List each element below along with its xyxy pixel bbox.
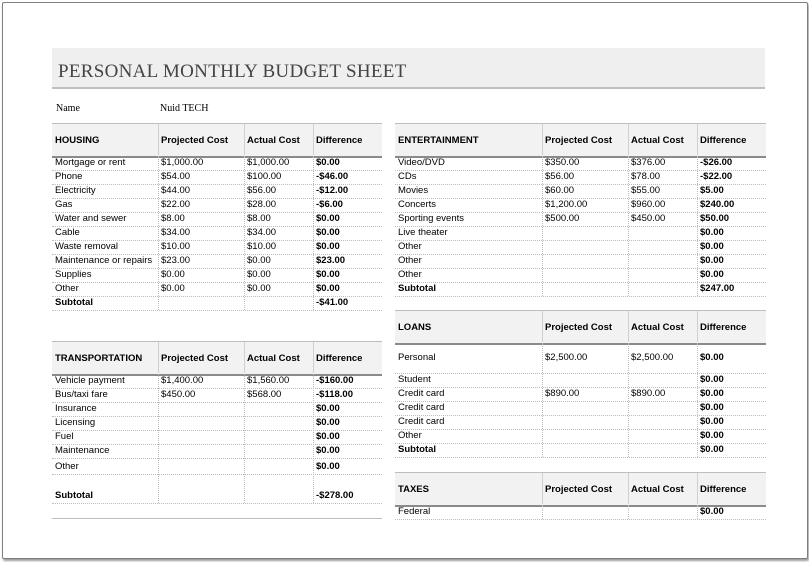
housing-cell-projected[interactable]: $1,000.00 xyxy=(161,157,204,168)
loans-cell-projected[interactable] xyxy=(545,373,627,387)
loans-cell-actual[interactable] xyxy=(631,373,696,387)
transportation-cell-difference: $0.00 xyxy=(316,417,340,428)
taxes-col-projected-cost: Projected Cost xyxy=(545,484,613,495)
housing-cell-actual[interactable]: $56.00 xyxy=(247,185,277,196)
taxes-cell-difference: $0.00 xyxy=(700,506,724,517)
housing-row xyxy=(52,240,382,255)
housing-cell-label[interactable]: Other xyxy=(55,283,79,294)
entertainment-col-projected-cost: Projected Cost xyxy=(545,135,613,146)
transportation-cell-difference: -$160.00 xyxy=(316,375,354,386)
entertainment-cell-projected[interactable]: $1,200.00 xyxy=(545,199,588,210)
transportation-col-actual-cost: Actual Cost xyxy=(247,353,300,364)
sheet-title: PERSONAL MONTHLY BUDGET SHEET xyxy=(58,61,407,82)
entertainment-row xyxy=(395,156,766,171)
entertainment-subtotal-row xyxy=(395,282,766,297)
transportation-row xyxy=(52,388,382,403)
housing-cell-difference: $0.00 xyxy=(316,157,340,168)
transportation-cell-actual[interactable] xyxy=(247,416,312,430)
entertainment-cell-difference: $240.00 xyxy=(700,199,735,210)
housing-cell-difference: $0.00 xyxy=(316,269,340,280)
housing-col-difference: Difference xyxy=(316,135,363,146)
housing-cell-label[interactable]: Water and sewer xyxy=(55,213,127,224)
housing-cell-difference: -$46.00 xyxy=(316,171,349,182)
entertainment-cell-difference: $0.00 xyxy=(700,241,724,252)
transportation-row xyxy=(52,374,382,389)
housing-cell-actual[interactable]: $10.00 xyxy=(247,241,277,252)
loans-cell-label[interactable]: Credit card xyxy=(398,402,445,413)
entertainment-cell-difference: -$26.00 xyxy=(700,157,733,168)
transportation-subtotal-label: Subtotal xyxy=(55,490,93,501)
loans-cell-label[interactable]: Credit card xyxy=(398,416,445,427)
entertainment-cell-label[interactable]: Live theater xyxy=(398,227,448,238)
entertainment-column-divider xyxy=(542,156,543,296)
transportation-cell-label[interactable]: Licensing xyxy=(55,417,96,428)
entertainment-heading: ENTERTAINMENT xyxy=(398,135,479,146)
transportation-cell-difference: $0.00 xyxy=(316,431,340,442)
loans-cell-difference: $0.00 xyxy=(700,430,724,441)
taxes-column-divider xyxy=(542,505,543,519)
loans-header-divider xyxy=(542,311,543,342)
loans-cell-projected[interactable]: $2,500.00 xyxy=(545,352,588,363)
loans-row xyxy=(395,387,766,402)
housing-cell-projected[interactable]: $23.00 xyxy=(161,255,191,266)
taxes-header-divider xyxy=(542,473,543,504)
housing-cell-actual[interactable]: $34.00 xyxy=(247,227,277,238)
housing-cell-projected[interactable]: $0.00 xyxy=(161,283,185,294)
transportation-cell-actual[interactable]: $568.00 xyxy=(247,389,282,400)
housing-heading: HOUSING xyxy=(55,135,100,146)
loans-header-divider xyxy=(628,311,629,342)
loans-col-actual-cost: Actual Cost xyxy=(631,322,684,333)
transportation-col-difference: Difference xyxy=(316,353,363,364)
name-label: Name xyxy=(56,103,80,114)
entertainment-subtotal-label: Subtotal xyxy=(398,283,436,294)
entertainment-cell-difference: $50.00 xyxy=(700,213,730,224)
entertainment-header-divider xyxy=(542,124,543,155)
loans-column-divider xyxy=(542,343,543,457)
transportation-heading: TRANSPORTATION xyxy=(55,353,143,364)
loans-cell-difference: $0.00 xyxy=(700,388,724,399)
entertainment-cell-difference: -$22.00 xyxy=(700,171,733,182)
entertainment-cell-actual[interactable] xyxy=(631,240,696,254)
entertainment-cell-label[interactable]: Concerts xyxy=(398,199,437,210)
entertainment-cell-label[interactable]: CDs xyxy=(398,171,417,182)
housing-cell-label[interactable]: Waste removal xyxy=(55,241,118,252)
transportation-row xyxy=(52,430,382,445)
loans-cell-label[interactable]: Other xyxy=(398,430,422,441)
entertainment-row xyxy=(395,184,766,199)
loans-row xyxy=(395,343,766,374)
entertainment-column-divider xyxy=(697,156,698,296)
name-value[interactable]: Nuid TECH xyxy=(160,103,209,114)
transportation-row xyxy=(52,402,382,417)
entertainment-col-difference: Difference xyxy=(700,135,747,146)
transportation-cell-projected[interactable] xyxy=(161,430,243,444)
housing-cell-actual[interactable]: $0.00 xyxy=(247,255,271,266)
loans-cell-projected[interactable] xyxy=(545,401,627,415)
entertainment-row xyxy=(395,198,766,213)
entertainment-row xyxy=(395,268,766,283)
taxes-cell-actual[interactable] xyxy=(631,505,696,519)
title-underline xyxy=(52,87,765,89)
housing-cell-projected[interactable]: $10.00 xyxy=(161,241,191,252)
housing-cell-label[interactable]: Cable xyxy=(55,227,80,238)
housing-cell-projected[interactable]: $0.00 xyxy=(161,269,185,280)
transportation-cell-actual[interactable] xyxy=(247,444,312,458)
entertainment-cell-label[interactable]: Other xyxy=(398,255,422,266)
entertainment-cell-difference: $0.00 xyxy=(700,255,724,266)
housing-row xyxy=(52,282,382,297)
loans-subtotal-value: $0.00 xyxy=(700,444,724,455)
housing-cell-projected[interactable]: $54.00 xyxy=(161,171,191,182)
entertainment-header-divider xyxy=(697,124,698,155)
transportation-cell-label[interactable]: Fuel xyxy=(55,431,74,442)
housing-cell-difference: -$12.00 xyxy=(316,185,349,196)
housing-cell-difference: $0.00 xyxy=(316,213,340,224)
transportation-cell-label[interactable]: Vehicle payment xyxy=(55,375,125,386)
entertainment-column-divider xyxy=(628,156,629,296)
transportation-cell-label[interactable]: Insurance xyxy=(55,403,97,414)
loans-cell-difference: $0.00 xyxy=(700,374,724,385)
transportation-cell-actual[interactable] xyxy=(247,460,312,474)
housing-header-divider xyxy=(313,124,314,155)
entertainment-header xyxy=(395,123,766,158)
housing-col-projected-cost: Projected Cost xyxy=(161,135,229,146)
loans-heading: LOANS xyxy=(398,322,432,333)
housing-cell-label[interactable]: Gas xyxy=(55,199,73,210)
entertainment-cell-actual[interactable]: $450.00 xyxy=(631,213,666,224)
housing-cell-label[interactable]: Mortgage or rent xyxy=(55,157,126,168)
taxes-column-divider xyxy=(697,505,698,519)
entertainment-cell-actual[interactable]: $960.00 xyxy=(631,199,666,210)
transportation-header xyxy=(52,341,382,376)
loans-subtotal-row xyxy=(395,443,766,458)
housing-header-divider xyxy=(244,124,245,155)
loans-cell-projected[interactable] xyxy=(545,429,627,443)
transportation-cell-projected[interactable]: $450.00 xyxy=(161,389,196,400)
loans-cell-actual[interactable] xyxy=(631,429,696,443)
housing-cell-actual[interactable]: $8.00 xyxy=(247,213,271,224)
entertainment-cell-label[interactable]: Video/DVD xyxy=(398,157,445,168)
housing-cell-label[interactable]: Maintenance or repairs xyxy=(55,255,153,266)
transportation-cell-projected[interactable] xyxy=(161,402,243,416)
entertainment-cell-projected[interactable]: $60.00 xyxy=(545,185,575,196)
entertainment-row xyxy=(395,226,766,241)
housing-column-divider xyxy=(158,156,159,310)
entertainment-cell-actual[interactable]: $376.00 xyxy=(631,157,666,168)
transportation-subtotal-value: -$278.00 xyxy=(316,490,354,501)
transportation-cell-label[interactable]: Bus/taxi fare xyxy=(55,389,108,400)
housing-subtotal-value: -$41.00 xyxy=(316,297,349,308)
entertainment-cell-label[interactable]: Movies xyxy=(398,185,429,196)
housing-col-actual-cost: Actual Cost xyxy=(247,135,300,146)
housing-header xyxy=(52,123,382,158)
loans-row xyxy=(395,373,766,388)
loans-row xyxy=(395,415,766,430)
entertainment-cell-actual[interactable]: $78.00 xyxy=(631,171,661,182)
loans-row xyxy=(395,401,766,416)
loans-cell-label[interactable]: Student xyxy=(398,374,431,385)
entertainment-cell-difference: $0.00 xyxy=(700,269,724,280)
housing-row xyxy=(52,198,382,213)
transportation-cell-projected[interactable] xyxy=(161,460,243,474)
taxes-cell-projected[interactable] xyxy=(545,505,627,519)
entertainment-cell-label[interactable]: Sporting events xyxy=(398,213,465,224)
transportation-row xyxy=(52,460,382,475)
transportation-column-divider xyxy=(313,374,314,503)
transportation-column-divider xyxy=(244,374,245,503)
taxes-row xyxy=(395,505,766,520)
loans-cell-difference: $0.00 xyxy=(700,352,724,363)
entertainment-row xyxy=(395,254,766,269)
loans-cell-actual[interactable]: $890.00 xyxy=(631,388,666,399)
housing-row xyxy=(52,226,382,241)
housing-row xyxy=(52,170,382,185)
transportation-cell-projected[interactable] xyxy=(161,444,243,458)
entertainment-header-divider xyxy=(628,124,629,155)
taxes-cell-label[interactable]: Federal xyxy=(398,506,431,517)
taxes-header-divider xyxy=(697,473,698,504)
housing-cell-actual[interactable]: $28.00 xyxy=(247,199,277,210)
taxes-heading: TAXES xyxy=(398,484,429,495)
housing-cell-difference: $0.00 xyxy=(316,241,340,252)
housing-cell-actual[interactable]: $0.00 xyxy=(247,283,271,294)
entertainment-cell-actual[interactable]: $55.00 xyxy=(631,185,661,196)
taxes-header-divider xyxy=(628,473,629,504)
transportation-bottom-rule xyxy=(52,518,382,519)
housing-row xyxy=(52,268,382,283)
transportation-cell-actual[interactable] xyxy=(247,402,312,416)
transportation-cell-actual[interactable] xyxy=(247,430,312,444)
housing-cell-projected[interactable]: $22.00 xyxy=(161,199,191,210)
entertainment-row xyxy=(395,240,766,255)
housing-row xyxy=(52,254,382,269)
transportation-col-projected-cost: Projected Cost xyxy=(161,353,229,364)
entertainment-cell-projected[interactable]: $56.00 xyxy=(545,171,575,182)
housing-column-divider xyxy=(244,156,245,310)
housing-subtotal-row xyxy=(52,296,382,311)
housing-cell-projected[interactable]: $8.00 xyxy=(161,213,185,224)
entertainment-cell-label[interactable]: Other xyxy=(398,269,422,280)
loans-column-divider xyxy=(628,343,629,457)
entertainment-cell-actual[interactable] xyxy=(631,268,696,282)
housing-cell-label[interactable]: Electricity xyxy=(55,185,96,196)
transportation-header-divider xyxy=(313,342,314,373)
transportation-cell-projected[interactable] xyxy=(161,416,243,430)
transportation-subtotal-row xyxy=(52,489,382,504)
transportation-cell-difference: -$118.00 xyxy=(316,389,353,400)
loans-header xyxy=(395,310,766,345)
housing-cell-difference: -$6.00 xyxy=(316,199,343,210)
housing-cell-projected[interactable]: $44.00 xyxy=(161,185,191,196)
housing-subtotal-label: Subtotal xyxy=(55,297,93,308)
loans-col-projected-cost: Projected Cost xyxy=(545,322,613,333)
transportation-header-divider xyxy=(158,342,159,373)
entertainment-cell-actual[interactable] xyxy=(631,254,696,268)
entertainment-cell-projected[interactable] xyxy=(545,226,627,240)
loans-cell-label[interactable]: Credit card xyxy=(398,388,445,399)
entertainment-cell-projected[interactable] xyxy=(545,240,627,254)
housing-cell-difference: $23.00 xyxy=(316,255,346,266)
transportation-cell-difference: $0.00 xyxy=(316,445,340,456)
entertainment-cell-difference: $0.00 xyxy=(700,227,724,238)
loans-col-difference: Difference xyxy=(700,322,747,333)
loans-subtotal-label: Subtotal xyxy=(398,444,436,455)
housing-header-divider xyxy=(158,124,159,155)
loans-cell-difference: $0.00 xyxy=(700,402,724,413)
transportation-column-divider xyxy=(158,374,159,503)
entertainment-cell-projected[interactable] xyxy=(545,268,627,282)
loans-cell-projected[interactable]: $890.00 xyxy=(545,388,580,399)
loans-header-divider xyxy=(697,311,698,342)
taxes-col-difference: Difference xyxy=(700,484,747,495)
housing-row xyxy=(52,212,382,227)
transportation-cell-label[interactable]: Maintenance xyxy=(55,445,110,456)
entertainment-cell-projected[interactable] xyxy=(545,254,627,268)
housing-row xyxy=(52,156,382,171)
loans-cell-actual[interactable]: $2,500.00 xyxy=(631,352,674,363)
loans-cell-projected[interactable] xyxy=(545,415,627,429)
entertainment-cell-label[interactable]: Other xyxy=(398,241,422,252)
transportation-cell-difference: $0.00 xyxy=(316,403,340,414)
entertainment-cell-difference: $5.00 xyxy=(700,185,724,196)
housing-cell-actual[interactable]: $0.00 xyxy=(247,269,271,280)
transportation-cell-difference: $0.00 xyxy=(316,461,340,472)
entertainment-cell-projected[interactable]: $500.00 xyxy=(545,213,580,224)
transportation-cell-projected[interactable]: $1,400.00 xyxy=(161,375,204,386)
housing-cell-label[interactable]: Phone xyxy=(55,171,83,182)
taxes-col-actual-cost: Actual Cost xyxy=(631,484,684,495)
transportation-row xyxy=(52,416,382,431)
housing-cell-difference: $0.00 xyxy=(316,283,340,294)
transportation-row xyxy=(52,444,382,459)
transportation-cell-label[interactable]: Other xyxy=(55,461,79,472)
entertainment-subtotal-value: $247.00 xyxy=(700,283,735,294)
entertainment-cell-actual[interactable] xyxy=(631,226,696,240)
housing-cell-projected[interactable]: $34.00 xyxy=(161,227,191,238)
entertainment-row xyxy=(395,212,766,227)
loans-cell-actual[interactable] xyxy=(631,401,696,415)
loans-cell-actual[interactable] xyxy=(631,415,696,429)
entertainment-col-actual-cost: Actual Cost xyxy=(631,135,684,146)
transportation-header-divider xyxy=(244,342,245,373)
transportation-cell-actual[interactable]: $1,560.00 xyxy=(247,375,290,386)
taxes-header xyxy=(395,472,766,507)
housing-row xyxy=(52,184,382,199)
housing-cell-actual[interactable]: $100.00 xyxy=(247,171,282,182)
entertainment-row xyxy=(395,170,766,185)
loans-row xyxy=(395,429,766,444)
taxes-column-divider xyxy=(628,505,629,519)
housing-cell-label[interactable]: Supplies xyxy=(55,269,92,280)
loans-column-divider xyxy=(697,343,698,457)
housing-cell-difference: $0.00 xyxy=(316,227,340,238)
loans-cell-difference: $0.00 xyxy=(700,416,724,427)
loans-cell-label[interactable]: Personal xyxy=(398,352,436,363)
housing-column-divider xyxy=(313,156,314,310)
entertainment-cell-projected[interactable]: $350.00 xyxy=(545,157,580,168)
housing-cell-actual[interactable]: $1,000.00 xyxy=(247,157,290,168)
